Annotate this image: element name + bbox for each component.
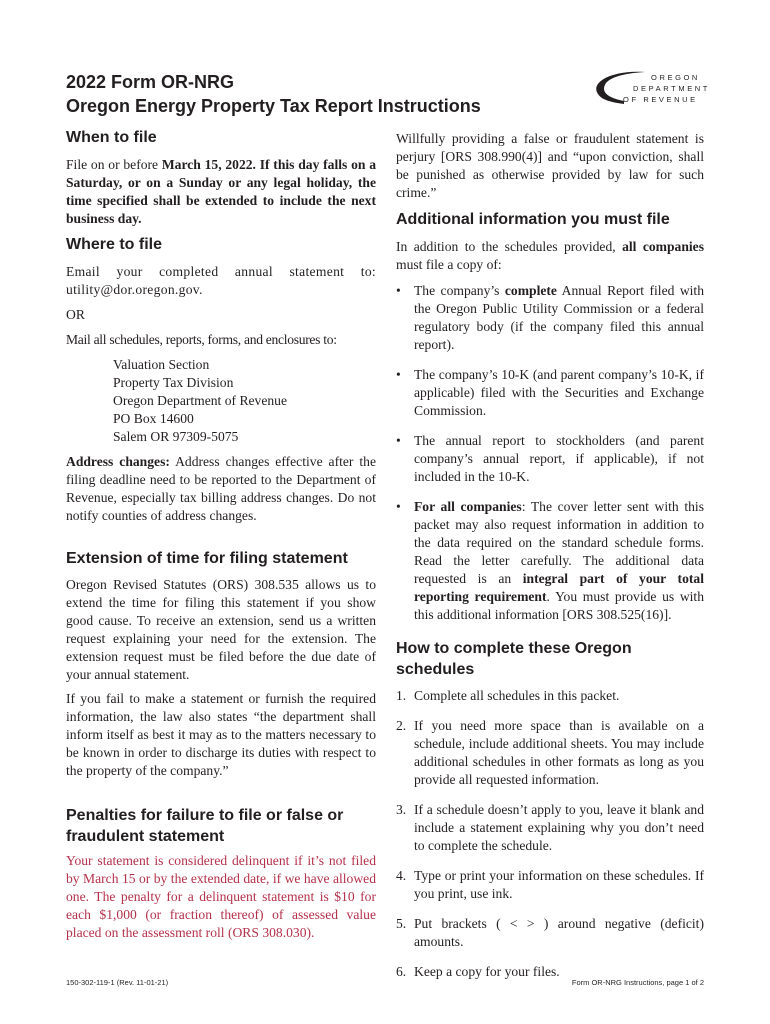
text: Address changes effective after the filing deadline need to be reported to the Department of Revenue, especially tax billing address changes. Do not notify counties of address changes. bbox=[66, 454, 376, 523]
text: File on or before bbox=[66, 157, 162, 172]
bullet: • bbox=[396, 499, 401, 514]
howto-list bbox=[396, 687, 704, 993]
text: Complete all schedules in this packet. bbox=[414, 688, 620, 703]
mailing-address bbox=[113, 356, 287, 446]
page-number: Form OR-NRG Instructions, page 1 of 2 bbox=[571, 978, 704, 987]
label: Address changes: bbox=[66, 454, 170, 469]
number: 5. bbox=[396, 916, 407, 931]
list-item bbox=[396, 432, 704, 486]
list-item bbox=[396, 687, 704, 705]
or-text: OR bbox=[66, 307, 85, 322]
text: For all companies bbox=[414, 499, 522, 514]
address-line: Valuation Section bbox=[113, 357, 210, 372]
title-line: Oregon Energy Property Tax Report Instructions bbox=[66, 96, 481, 116]
form-number: 150-302-119-1 (Rev. 11-01-21) bbox=[66, 978, 169, 987]
text: . You must provide us with this additional information [ORS 308.525(16)]. bbox=[414, 589, 704, 622]
text: Annual Report filed with the Oregon Public Utility Commission or a federal regulatory body (if the company filed this annual report). bbox=[414, 283, 704, 352]
list-item bbox=[396, 801, 704, 855]
address-line: Salem OR 97309-5075 bbox=[113, 429, 239, 444]
oregon-dor-logo bbox=[590, 68, 710, 108]
text: : The cover letter sent with this packet may also request information in addition to the data required on the standard schedule forms. Read the letter carefully. The additional data requested is an bbox=[414, 499, 704, 586]
text: must file a copy of: bbox=[396, 257, 502, 272]
title-line: 2022 Form OR-NRG bbox=[66, 72, 235, 92]
text: Put brackets ( < > ) around negative (deficit) amounts. bbox=[414, 916, 704, 949]
list-item bbox=[396, 915, 704, 951]
number: 2. bbox=[396, 718, 407, 733]
text: Keep a copy for your files. bbox=[414, 964, 560, 979]
list-item bbox=[396, 717, 704, 789]
bullet: • bbox=[396, 433, 401, 448]
bullet: • bbox=[396, 283, 401, 298]
text: If a schedule doesn’t apply to you, leave it blank and include a statement explaining why you don’t need to complete the schedule. bbox=[414, 802, 704, 853]
logo-text: DEPARTMENT bbox=[633, 84, 710, 93]
page-title bbox=[66, 70, 481, 118]
text: The company’s bbox=[414, 283, 505, 298]
number: 4. bbox=[396, 868, 407, 883]
bullet: • bbox=[396, 367, 401, 382]
perjury-text: Willfully providing a false or fraudulent statement is perjury [ORS 308.990(4)] and “upon conviction, shall be punished as otherwise provided by law for such crime.” bbox=[396, 131, 704, 200]
penalties-heading: Penalties for failure to file or false or fraudulent statement bbox=[66, 807, 344, 845]
extension-p2: If you fail to make a statement or furnish the required information, the law also states “the department shall inform itself as best it may as to the matters necessary to be known in order to discharge its duties with respect to the property of the company.” bbox=[66, 691, 376, 778]
text: In addition to the schedules provided, bbox=[396, 239, 623, 254]
logo-text: OF REVENUE bbox=[623, 95, 698, 104]
when-text bbox=[66, 156, 376, 228]
number: 6. bbox=[396, 964, 407, 979]
number: 1. bbox=[396, 688, 407, 703]
additional-list bbox=[396, 282, 704, 636]
text: Type or print your information on these schedules. If you print, use ink. bbox=[414, 868, 704, 901]
address-changes bbox=[66, 453, 376, 525]
address-line: Oregon Department of Revenue bbox=[113, 393, 288, 408]
extension-p1: Oregon Revised Statutes (ORS) 308.535 allows us to extend the time for filing this statement if you show good cause. To receive an extension, send us a written request explaining your need for the extension. The extension request must be filed before the due date of your annual statement. bbox=[66, 577, 376, 682]
text: The annual report to stockholders (and parent company’s annual report, if applicable), if not included in the 10-K. bbox=[414, 433, 704, 484]
logo-text: OREGON bbox=[651, 73, 700, 82]
list-item bbox=[396, 867, 704, 903]
penalty-text: Your statement is considered delinquent if it’s not filed by March 15 or by the extended date, if we have allowed one. The penalty for a delinquent statement is $10 for each $1,000 (or fraction thereof) of assessed value placed on the assessment roll (ORS 308.030). bbox=[66, 853, 376, 940]
extension-heading: Extension of time for filing statement bbox=[66, 550, 348, 567]
mail-text: Mail all schedules, reports, forms, and enclosures to: bbox=[66, 332, 337, 347]
email-text: Email your completed annual statement to: utility@dor.oregon.gov. bbox=[66, 264, 376, 297]
text: integral part of your total reporting requirement bbox=[414, 571, 704, 604]
list-item bbox=[396, 498, 704, 624]
howto-heading: How to complete these Oregon schedules bbox=[396, 640, 632, 678]
deadline: March 15, 2022. If this day falls on a Saturday, or on a Sunday or any legal holiday, the time specified shall be extended to include the next business day. bbox=[66, 157, 376, 226]
additional-heading: Additional information you must file bbox=[396, 211, 670, 228]
address-line: Property Tax Division bbox=[113, 375, 234, 390]
list-item bbox=[396, 366, 704, 420]
text: all companies bbox=[622, 239, 705, 254]
when-heading: When to file bbox=[66, 129, 157, 146]
address-line: PO Box 14600 bbox=[113, 411, 194, 426]
list-item bbox=[396, 282, 704, 354]
text: The company’s 10-K (and parent company’s 10-K, if applicable) filed with the Securities and Exchange Commission. bbox=[414, 367, 704, 418]
additional-intro bbox=[396, 238, 704, 274]
where-heading: Where to file bbox=[66, 236, 163, 253]
text: complete bbox=[504, 283, 557, 298]
number: 3. bbox=[396, 802, 407, 817]
text: If you need more space than is available on a schedule, include additional sheets. You may include additional schedules in other formats as long as you provide all requested information. bbox=[414, 718, 704, 787]
